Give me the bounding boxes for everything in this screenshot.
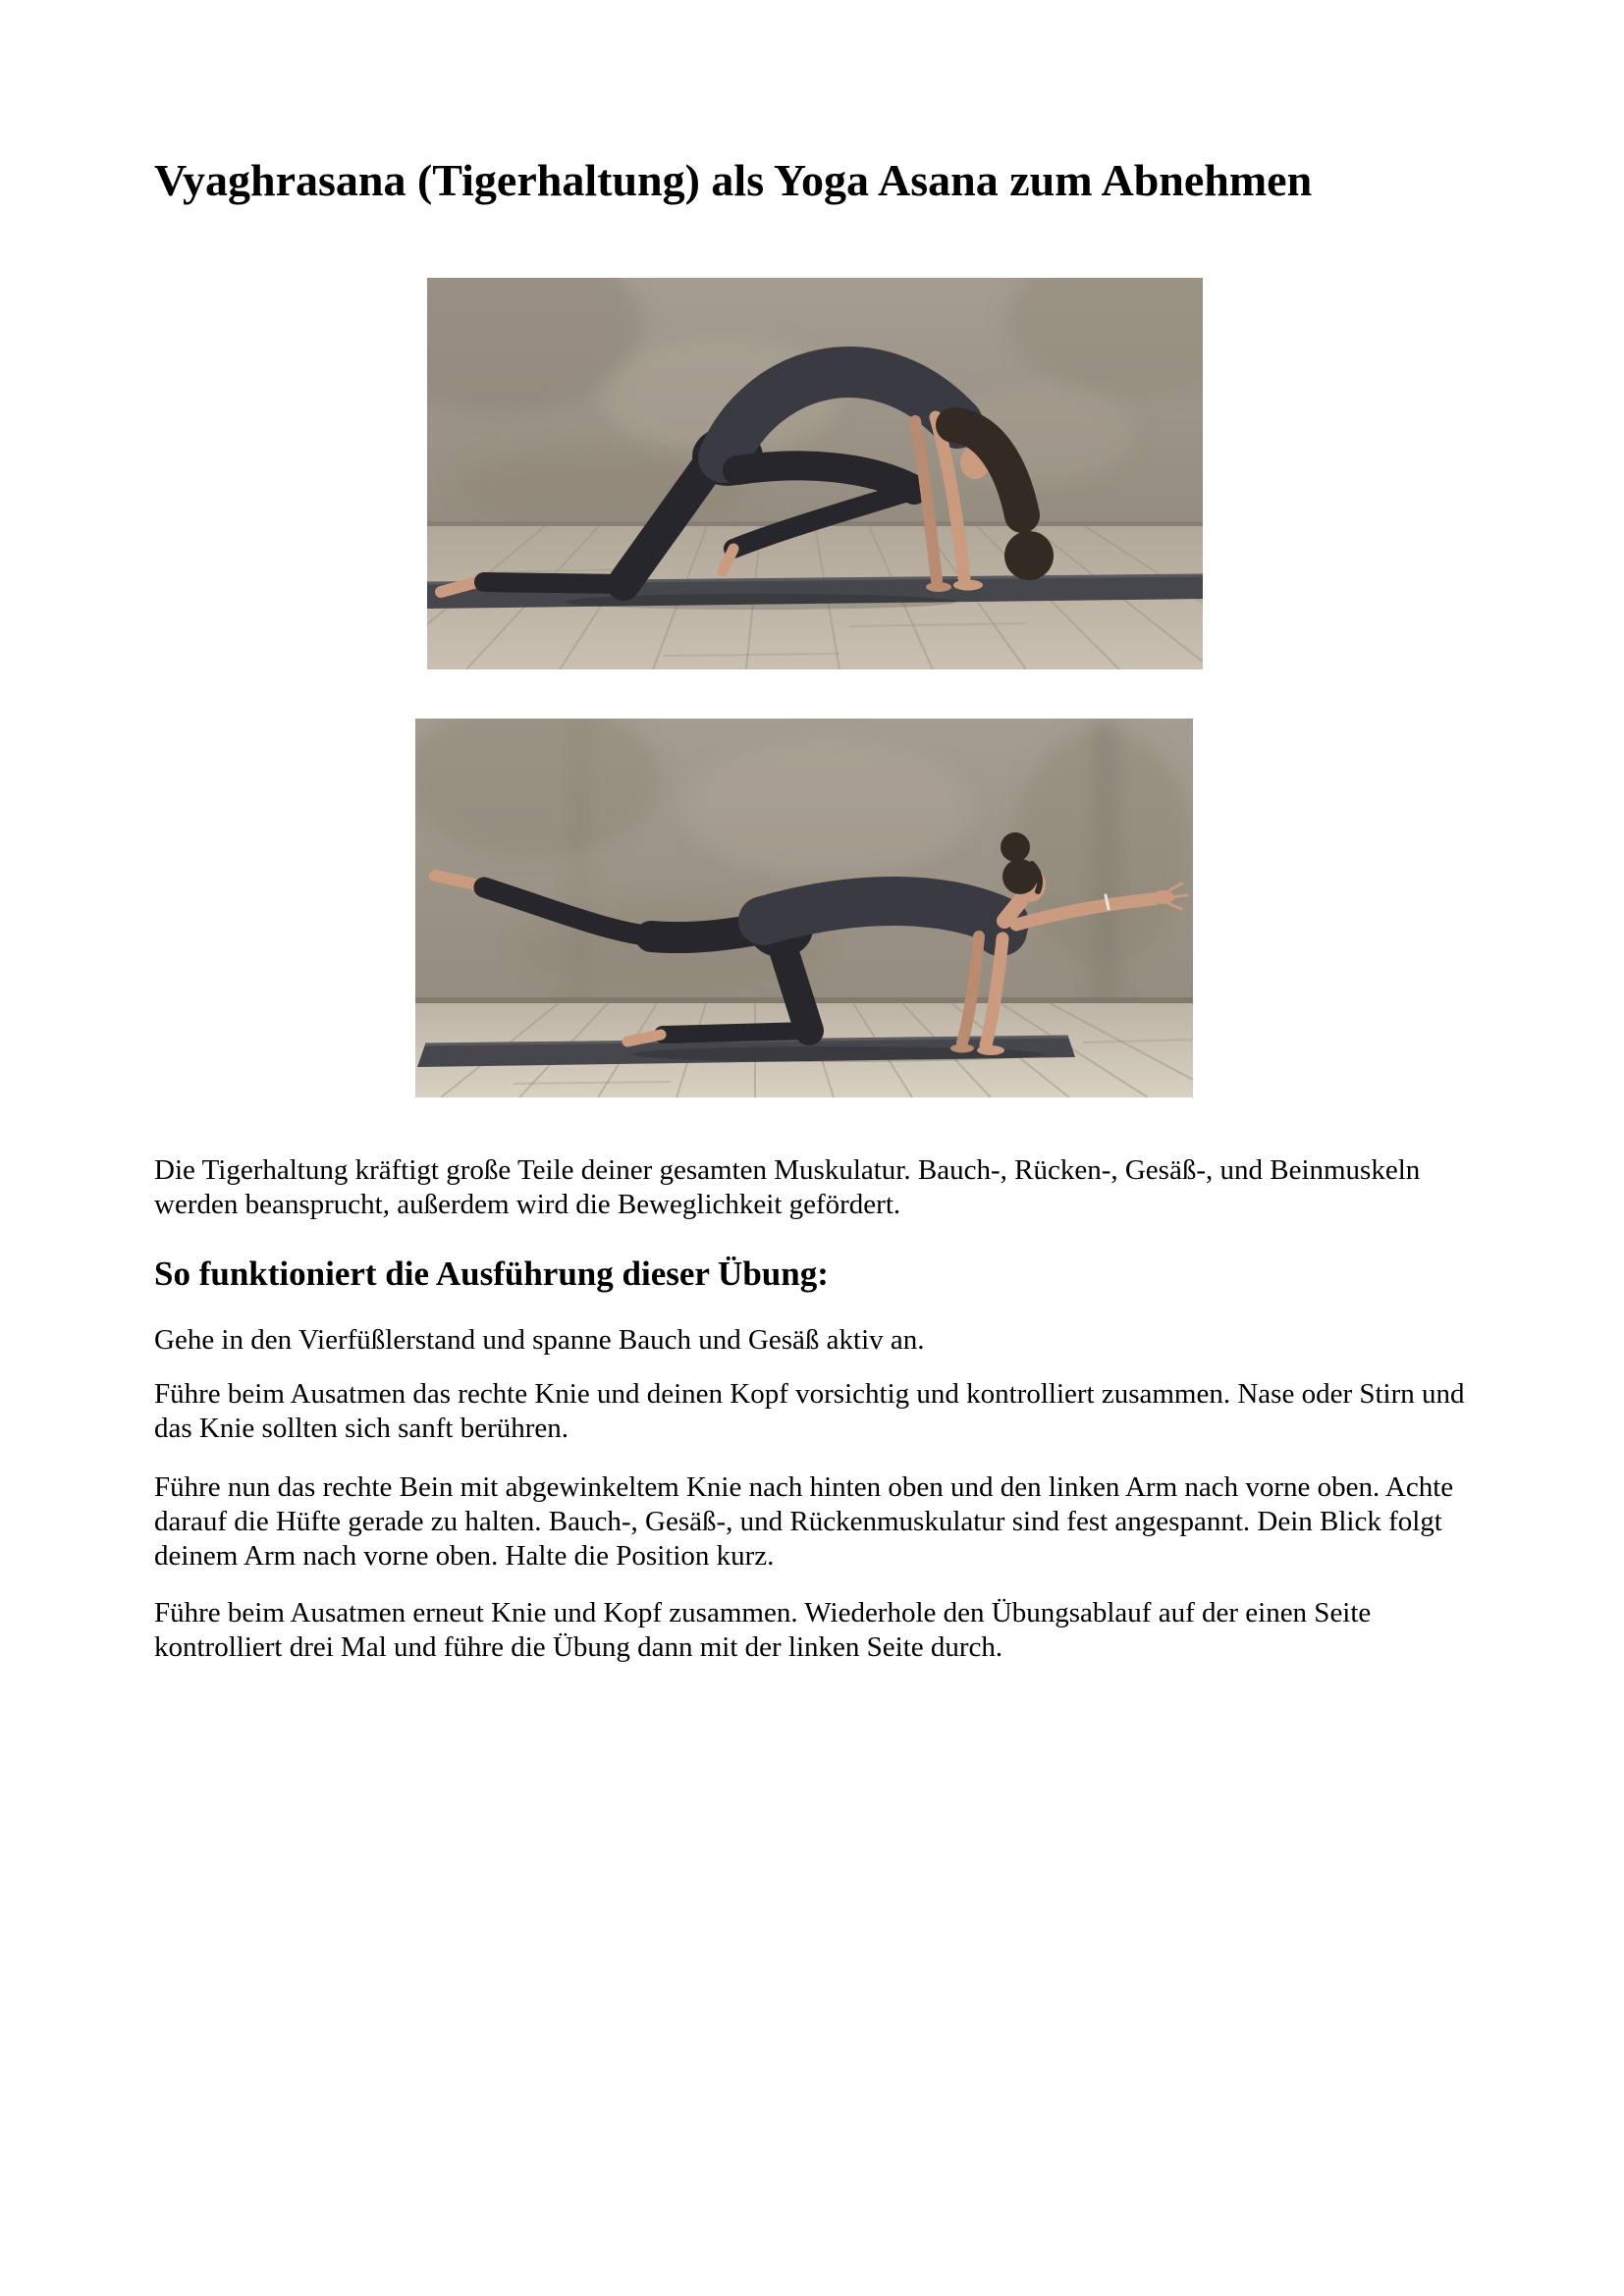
yoga-figure-tiger-extended: [415, 719, 1193, 1097]
step-paragraph-3: Führe nun das rechte Bein mit abgewinkeltem Knie nach hinten oben und den linken Arm nach vorne oben. Achte darauf die Hüfte gerade zu halten. Bauch-, Gesäß-, und Rückenmuskulatur sind fest angespannt. Dein Blick folgt deinem Arm nach vorne oben. Halte die Position kurz.: [154, 1471, 1454, 1572]
yoga-pose-2-illustration: [415, 719, 1193, 1097]
step-paragraph-2: Führe beim Ausatmen das rechte Knie und deinen Kopf vorsichtig und kontrolliert zusammen. Nase oder Stirn und das Knie sollten sich sanft berühren.: [154, 1378, 1465, 1444]
step-paragraph-1: Gehe in den Vierfüßlerstand und spanne Bauch und Gesäß aktiv an.: [154, 1324, 925, 1356]
intro-paragraph: Die Tigerhaltung kräftigt große Teile deiner gesamten Muskulatur. Bauch-, Rücken-, Gesäß-, und Beinmuskeln werden beansprucht, außerdem wird die Beweglichkeit gefördert.: [154, 1154, 1421, 1220]
yoga-pose-1-illustration: [427, 278, 1203, 669]
page-title: Vyaghrasana (Tigerhaltung) als Yoga Asana zum Abnehmen: [154, 155, 1313, 205]
yoga-figure-knee-to-forehead: [427, 278, 1203, 669]
section-heading: So funktioniert die Ausführung dieser Übung:: [154, 1255, 829, 1293]
step-paragraph-4: Führe beim Ausatmen erneut Knie und Kopf zusammen. Wiederhole den Übungsablauf auf der einen Seite kontrolliert drei Mal und führe die Übung dann mit der linken Seite durch.: [154, 1597, 1372, 1663]
